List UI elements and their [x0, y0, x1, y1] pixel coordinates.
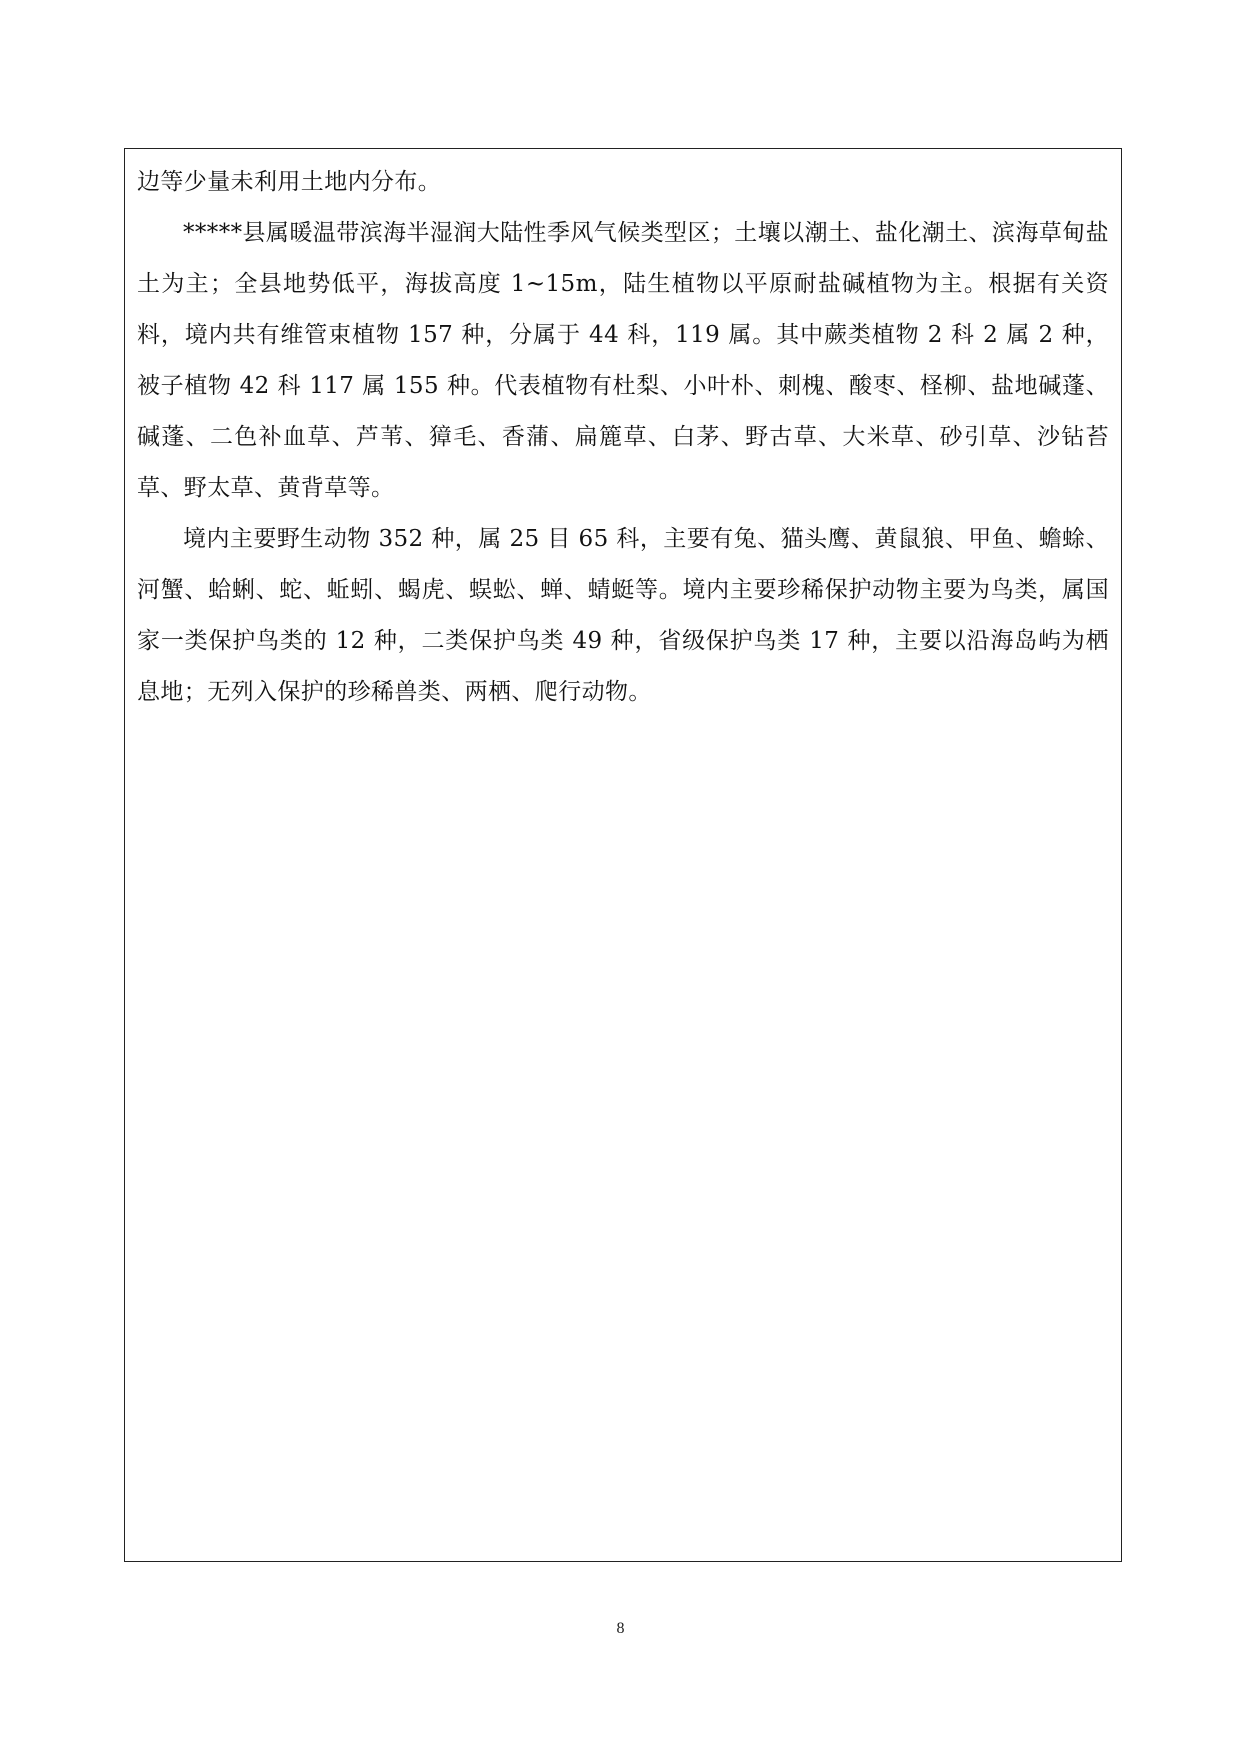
- paragraph-wildlife: 境内主要野生动物 352 种，属 25 目 65 科，主要有兔、猫头鹰、黄鼠狼、甲鱼、蟾蜍、河蟹、蛤蜊、蛇、蚯蚓、蝎虎、蜈蚣、蝉、蜻蜓等。境内主要珍稀保护动物主要为鸟类，属国家一类保护鸟类的 12 种，二类保护鸟类 49 种，省级保护鸟类 17 种，主要以沿海岛屿为栖息地；无列入保护的珍稀兽类、两栖、爬行动物。: [137, 526, 1109, 705]
- paragraph-continuation: 边等少量未利用土地内分布。: [137, 169, 442, 195]
- paragraph-climate-vegetation: *****县属暖温带滨海半湿润大陆性季风气候类型区；土壤以潮土、盐化潮土、滨海草甸盐土为主；全县地势低平，海拔高度 1~15m，陆生植物以平原耐盐碱植物为主。根据有关资料，境内共有维管束植物 157 种，分属于 44 科，119 属。其中蕨类植物 2 科 2 属 2 种，被子植物 42 科 117 属 155 种。代表植物有杜梨、小叶朴、刺槐、酸枣、柽柳、盐地碱蓬、碱蓬、二色补血草、芦苇、獐毛、香蒲、扁簏草、白茅、野古草、大米草、砂引草、沙钻苔草、野太草、黄背草等。: [137, 220, 1109, 501]
- content-frame: [124, 148, 1122, 1562]
- page-number: 8: [616, 1620, 625, 1637]
- document-body: [137, 157, 1109, 718]
